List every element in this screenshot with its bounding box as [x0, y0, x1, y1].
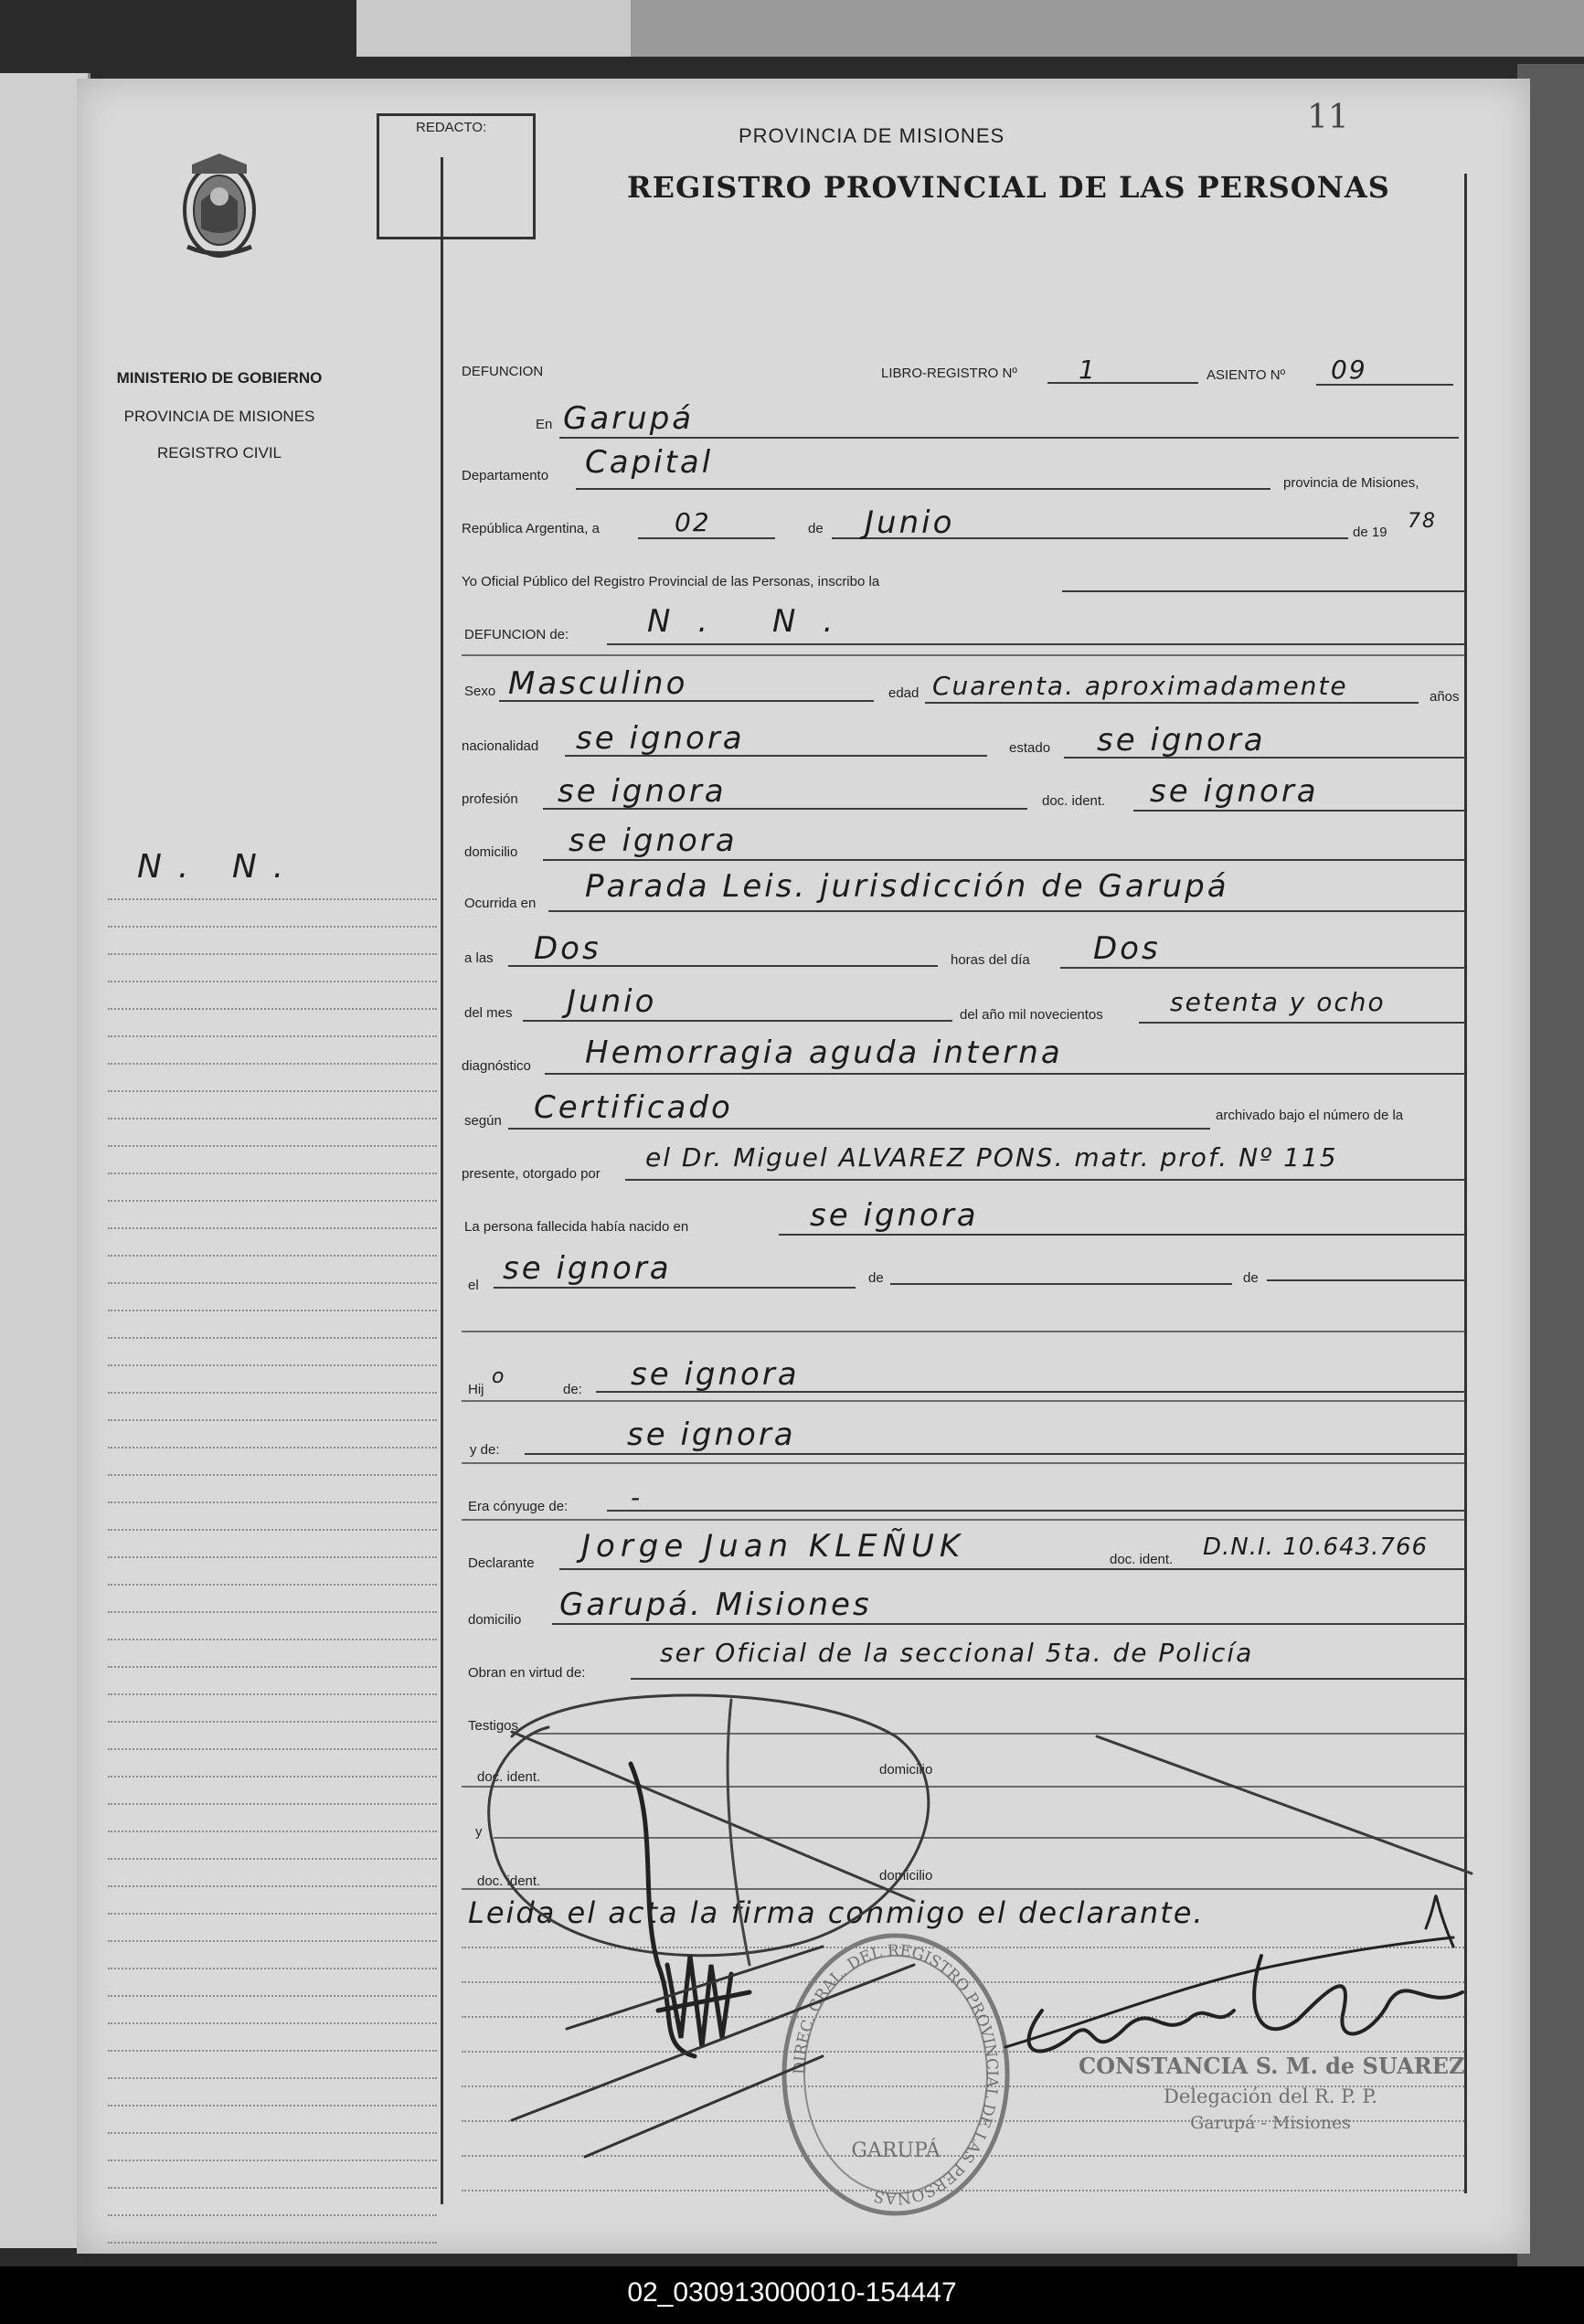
hijo-value: se ignora	[631, 1356, 800, 1393]
hijo-suffix: o	[492, 1365, 506, 1388]
horas-value: Dos	[1093, 930, 1161, 967]
stub-ruled-line	[108, 1942, 437, 1969]
province-label: PROVINCIA DE MISIONES	[123, 408, 315, 425]
yde-rule	[525, 1453, 1464, 1455]
stub-ruled-line	[108, 873, 437, 900]
stub-ruled-line	[108, 1421, 437, 1449]
background-strip	[356, 0, 1584, 57]
stub-ruled-line	[108, 1887, 437, 1915]
stub-ruled-line	[108, 928, 437, 955]
document-id: 02_030913000010-154447	[627, 2277, 957, 2308]
edad-rule	[925, 702, 1419, 704]
stub-ruled-line	[108, 1394, 437, 1421]
estado-value: se ignora	[1097, 722, 1266, 759]
conyuge-rule-2	[462, 1519, 1464, 1521]
fecha-year: 78	[1408, 510, 1437, 533]
ocurrida-rule	[548, 910, 1464, 912]
profesion-value: se ignora	[558, 773, 727, 810]
domicilio-value: se ignora	[569, 822, 738, 859]
nacido-label: La persona fallecida había nacido en	[464, 1219, 689, 1235]
estado-label: estado	[1009, 740, 1051, 756]
doc-label: doc. ident.	[1042, 793, 1106, 809]
stub-ruled-line	[108, 1339, 437, 1366]
oficial-rule	[1062, 590, 1464, 592]
stamp-delegation: Delegación del R. P. P.	[1164, 2085, 1377, 2107]
domicilio1-label: domicilio	[879, 1762, 933, 1777]
round-seal-outer-text: DIREC. GRAL. DEL REGISTRO PROVINCIAL DE LAS PERSONAS	[790, 1941, 1002, 2208]
registry-label: REGISTRO CIVIL	[156, 444, 282, 462]
stub-ruled-line	[108, 1695, 437, 1723]
stub-ruled-line	[108, 1311, 437, 1339]
profesion-label: profesión	[462, 791, 518, 807]
fecha-day: 02	[675, 507, 711, 537]
fecha-label: República Argentina, a	[462, 521, 600, 536]
stub-ruled-line	[108, 2106, 437, 2134]
stub-ruled-line	[108, 2189, 437, 2216]
nacido-value: se ignora	[810, 1197, 979, 1234]
anio-label: del año mil novecientos	[960, 1007, 1103, 1023]
edad-value: Cuarenta. aproximadamente	[932, 671, 1348, 701]
presente-label: presente, otorgado por	[462, 1166, 601, 1182]
de1-rule	[890, 1283, 1232, 1285]
testigos-rule-4	[462, 1888, 1464, 1890]
mes-rule	[523, 1020, 952, 1022]
defuncion-value: N. N.	[647, 603, 861, 640]
leida-text: Leida el acta la firma conmigo el declarante.	[468, 1895, 1205, 1930]
el-rule	[494, 1287, 856, 1289]
provincial-emblem-icon	[174, 146, 265, 265]
ocurrida-value: Parada Leis. jurisdicción de Garupá	[585, 868, 1229, 905]
header-title: REGISTRO PROVINCIAL DE LAS PERSONAS	[627, 170, 1390, 205]
segun-rule	[508, 1128, 1210, 1130]
testigos-rule-2	[462, 1786, 1464, 1788]
stub-ruled-line	[108, 2079, 437, 2106]
libro-rule	[1047, 382, 1198, 384]
round-seal-inner-text: GARUPÁ	[851, 2139, 941, 2162]
stub-name: N. N.	[137, 848, 301, 886]
nacido-rule	[779, 1234, 1464, 1236]
stub-ruled-line	[108, 1174, 437, 1202]
segun-label: según	[464, 1113, 502, 1129]
declarante-doc-value: D.N.I. 10.643.766	[1203, 1533, 1429, 1561]
hijo-de-label: de:	[563, 1382, 582, 1397]
stub-ruled-line	[108, 2161, 437, 2189]
stub-ruled-line	[108, 1284, 437, 1311]
stub-ruled-line	[108, 900, 437, 928]
en-label: En	[536, 417, 553, 432]
doc-ident2-label: doc. ident.	[477, 1873, 541, 1889]
diagnostico-label: diagnóstico	[462, 1058, 531, 1074]
stub-ruled-line	[108, 1640, 437, 1668]
footer-bar	[0, 2266, 1584, 2324]
domicilio2-label: domicilio	[879, 1868, 933, 1884]
margin-line-right	[1464, 174, 1467, 2193]
obran-label: Obran en virtud de:	[468, 1665, 586, 1681]
sexo-label: Sexo	[464, 684, 496, 699]
de2-rule	[1267, 1279, 1464, 1281]
domicilio-rule	[543, 859, 1464, 861]
fecha-year-label: de 19	[1353, 525, 1387, 540]
stub-ruled-line	[108, 2134, 437, 2161]
diagnostico-value: Hemorragia aguda interna	[585, 1035, 1063, 1071]
page-number: 11	[1307, 99, 1349, 136]
el-value: se ignora	[503, 1250, 672, 1287]
ministry-label: MINISTERIO DE GOBIERNO	[116, 369, 323, 387]
presente-rule	[625, 1179, 1464, 1181]
yde-label: y de:	[470, 1442, 500, 1458]
stub-ruled-line	[108, 2024, 437, 2052]
anio-rule	[1139, 1022, 1464, 1024]
presente-value: el Dr. Miguel ALVAREZ PONS. matr. prof. Nº 115	[645, 1142, 1338, 1173]
stub-ruled-line	[108, 1449, 437, 1476]
stub-ruled-line	[108, 1092, 437, 1120]
stub-ruled-line	[108, 1120, 437, 1147]
declarante-value: Jorge Juan KLEÑUK	[581, 1528, 966, 1565]
departamento-value: Capital	[585, 444, 714, 481]
doc-ident1-label: doc. ident.	[477, 1769, 541, 1785]
stub-ruled-line	[108, 1805, 437, 1832]
stub-ruled-line	[108, 1065, 437, 1092]
stub-ruled-line	[108, 1229, 437, 1257]
stub-ruled-line	[108, 1257, 437, 1284]
stub-ruled-line	[108, 2052, 437, 2079]
asiento-value: 09	[1331, 355, 1367, 385]
oficial-text: Yo Oficial Público del Registro Provincial de las Personas, inscribo la	[462, 574, 880, 589]
decl-domicilio-rule	[552, 1623, 1464, 1625]
nacionalidad-value: se ignora	[576, 720, 745, 757]
redacto-box	[377, 113, 536, 239]
yde-value: se ignora	[627, 1417, 796, 1453]
mes-label: del mes	[464, 1005, 513, 1021]
stub-ruled-line	[108, 1586, 437, 1613]
defuncion-label: DEFUNCION de:	[464, 627, 569, 642]
stub-ruled-line	[108, 1969, 437, 1997]
fecha-de-label: de	[808, 521, 824, 536]
stamp-name: CONSTANCIA S. M. de SUAREZ	[1079, 2053, 1465, 2079]
obran-value: ser Oficial de la seccional 5ta. de Policía	[660, 1638, 1254, 1668]
edad-label: edad	[888, 685, 920, 701]
stub-ruled-line	[108, 1723, 437, 1750]
stub-ruled-line	[108, 1860, 437, 1887]
declarante-rule	[559, 1568, 1464, 1570]
libro-value: 1	[1079, 355, 1097, 385]
stub-ruled-line	[108, 1202, 437, 1229]
stub-ruled-line	[108, 1476, 437, 1503]
stub-ruled-line	[108, 955, 437, 982]
stub-ruled-line	[108, 1366, 437, 1394]
stub-ruled-line	[108, 1997, 437, 2024]
el-rule-2	[462, 1331, 1464, 1332]
defuncion-rule-2	[462, 654, 1464, 656]
stamp-location: Garupá - Misiones	[1190, 2113, 1351, 2133]
stub-ruled-line	[108, 1915, 437, 1942]
conyuge-value: -	[631, 1482, 643, 1512]
diagnostico-rule	[545, 1073, 1464, 1075]
fecha-month: Junio	[865, 504, 955, 541]
round-seal	[768, 1919, 1024, 2230]
mes-value: Junio	[567, 983, 657, 1020]
stub-ruled-line	[108, 2216, 437, 2244]
alas-label: a las	[464, 950, 494, 966]
declarante-label: Declarante	[468, 1555, 535, 1571]
sexo-value: Masculino	[508, 665, 688, 702]
archivado-label: archivado bajo el número de la	[1216, 1108, 1404, 1123]
testigos-rule-3	[494, 1837, 1464, 1839]
testigos-rule	[530, 1733, 1464, 1735]
stub-ruled-line	[108, 1147, 437, 1174]
stub-ruled-line	[108, 1503, 437, 1531]
testigos-label: Testigos	[468, 1718, 519, 1734]
fecha-day-rule	[638, 537, 775, 539]
asiento-label: ASIENTO Nº	[1207, 367, 1286, 383]
hijo-rule-2	[462, 1400, 1464, 1402]
decl-domicilio-label: domicilio	[468, 1612, 522, 1628]
conyuge-label: Era cónyuge de:	[468, 1499, 569, 1514]
stub-ruled-line	[108, 1558, 437, 1586]
stub-ruled-line	[108, 1613, 437, 1640]
ocurrida-label: Ocurrida en	[464, 896, 537, 911]
stub-ruled-line	[108, 1832, 437, 1860]
record-type-label: DEFUNCION	[462, 364, 544, 379]
hijo-label: Hij	[468, 1382, 484, 1397]
stub-ruled-line	[108, 1037, 437, 1065]
departamento-label: Departamento	[462, 468, 549, 483]
header-province: PROVINCIA DE MISIONES	[739, 124, 1005, 147]
horas-rule	[1060, 967, 1464, 969]
de1-label: de	[868, 1270, 884, 1286]
stub-ruled-line	[108, 1750, 437, 1777]
anos-label: años	[1430, 689, 1460, 705]
redacto-label: REDACTO:	[416, 120, 487, 135]
stub-ruled-lines	[108, 873, 437, 2244]
domicilio-label: domicilio	[464, 844, 518, 860]
yde-rule-2	[462, 1462, 1464, 1464]
defuncion-rule	[607, 643, 1464, 645]
stub-ruled-line	[108, 982, 437, 1010]
provincia-suffix: provincia de Misiones,	[1283, 475, 1419, 491]
doc-value: se ignora	[1150, 773, 1319, 810]
doc-rule	[1133, 810, 1464, 812]
y-label: y	[475, 1824, 483, 1840]
conyuge-rule	[607, 1510, 1464, 1512]
departamento-rule	[576, 488, 1270, 490]
anio-value: setenta y ocho	[1170, 987, 1386, 1017]
decl-domicilio-value: Garupá. Misiones	[559, 1586, 872, 1623]
libro-label: LIBRO-REGISTRO Nº	[881, 366, 1017, 381]
obran-rule	[631, 1678, 1464, 1680]
nacionalidad-label: nacionalidad	[462, 738, 539, 754]
en-rule	[559, 437, 1459, 439]
el-label: el	[468, 1278, 479, 1293]
declarante-doc-label: doc. ident.	[1110, 1552, 1174, 1567]
alas-value: Dos	[534, 930, 601, 967]
de2-label: de	[1243, 1270, 1259, 1286]
stub-ruled-line	[108, 1668, 437, 1695]
segun-value: Certificado	[534, 1089, 733, 1126]
en-value: Garupá	[563, 400, 695, 437]
stub-ruled-line	[108, 1531, 437, 1558]
stub-ruled-line	[108, 1010, 437, 1037]
margin-line-left	[441, 157, 443, 2204]
stub-ruled-line	[108, 1777, 437, 1805]
horas-label: horas del día	[951, 952, 1030, 968]
